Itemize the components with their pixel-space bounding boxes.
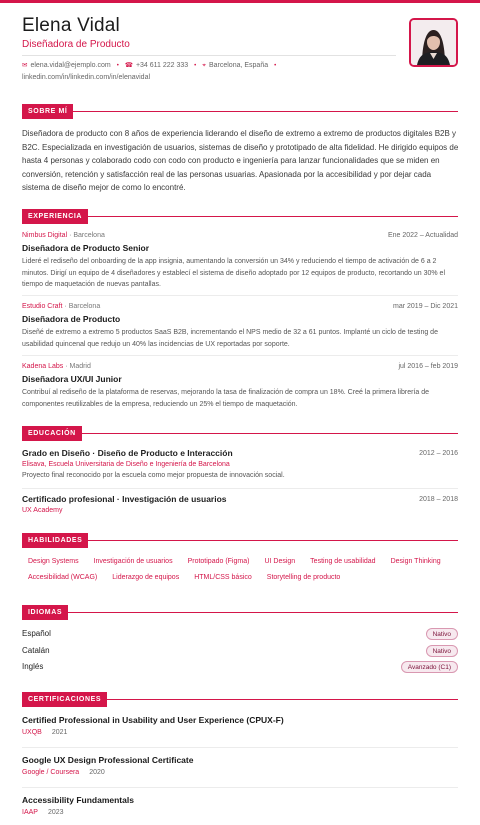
candidate-role: Diseñadora de Producto bbox=[22, 39, 130, 50]
experience-item bbox=[22, 362, 458, 410]
section-heading-skills: HABILIDADES bbox=[22, 533, 88, 548]
certification-issuer: Google / Coursera bbox=[22, 769, 80, 776]
item-divider bbox=[22, 355, 458, 356]
degree-title: Certificado profesional · Investigación de usuarios bbox=[22, 494, 227, 504]
certification-item bbox=[22, 754, 458, 778]
job-description: Contribuí al rediseño de la plataforma de reservas, mejorando la tasa de finalización de compra un 18%. Creé la primera librería de componentes reutilizables de la empresa, reduciendo un 25% el tiempo de maquetación. bbox=[22, 389, 429, 408]
education-item bbox=[22, 494, 458, 516]
education-note: Proyecto final reconocido por la escuela como mejor propuesta de innovación social. bbox=[22, 472, 285, 479]
about-text: Diseñadora de producto con 8 años de experiencia liderando el diseño de extremo a extremo de productos digitales B2B y B2C. Especializada en investigación de usuarios, sistemas de diseño y prototipado de alta fidelidad. He dirigido equipos de hasta 4 personas y colaborado codo con codo con producto e ingeniería para lanzar funcionalidades que se miden en conversión, retención y satisfacción real de las personas usuarias. Apasionada por la accesibilidad y por dejar cada sistema de diseño mejor de como lo encontré. bbox=[22, 129, 459, 192]
language-row bbox=[22, 660, 458, 673]
skill-tag: UI Design bbox=[264, 558, 296, 565]
certification-title: Google UX Design Professional Certificate bbox=[22, 755, 194, 765]
job-title: Diseñadora de Producto Senior bbox=[22, 243, 150, 253]
email-contact[interactable]: ✉ elena.vidal@ejemplo.com bbox=[22, 60, 111, 72]
certification-title: Certified Professional in Usability and User Experience (CPUX-F) bbox=[22, 715, 284, 725]
language-row bbox=[22, 644, 458, 657]
section-heading-experience: EXPERIENCIA bbox=[22, 209, 88, 224]
institution-name: UX Academy bbox=[22, 507, 63, 514]
education-dates: 2018 – 2018 bbox=[419, 496, 458, 503]
item-divider bbox=[22, 488, 458, 489]
location-pin-icon: ⌖ bbox=[202, 62, 206, 69]
certification-year: 2020 bbox=[89, 769, 105, 776]
skill-tag: Storytelling de producto bbox=[266, 574, 341, 581]
section-heading-about: SOBRE MÍ bbox=[22, 104, 73, 119]
skills-list bbox=[22, 556, 458, 588]
certification-year: 2023 bbox=[47, 809, 64, 816]
language-level-badge: Nativo bbox=[426, 645, 458, 657]
job-dates: jul 2016 – feb 2019 bbox=[398, 363, 458, 370]
header-divider bbox=[22, 55, 396, 56]
certification-issuer: IAAP bbox=[22, 809, 38, 816]
accent-top-bar bbox=[0, 0, 480, 3]
contact-info bbox=[22, 60, 407, 84]
section-heading-certifications: CERTIFICACIONES bbox=[22, 692, 107, 707]
job-description: Diseñé de extremo a extremo 5 productos SaaS B2B, incrementando el NPS medio de 32 a 61 puntos. Implanté un ciclo de testing de usabilidad quincenal que redujo un 40% las incidencias de UX reportadas por soporte. bbox=[22, 329, 438, 348]
job-dates: Ene 2022 – Actualidad bbox=[387, 232, 458, 239]
job-title: Diseñadora de Producto bbox=[22, 314, 121, 324]
language-level-badge: Nativo bbox=[426, 628, 458, 640]
education-item bbox=[22, 448, 458, 482]
language-name: Inglés bbox=[22, 662, 44, 671]
skill-tag: Testing de usabilidad bbox=[310, 558, 376, 565]
linkedin-contact[interactable]: linkedin.com/in/linkedin.com/in/elenavidal bbox=[22, 74, 151, 81]
company-name: Estudio Craft · Barcelona bbox=[22, 303, 101, 310]
skill-tag: Design Systems bbox=[28, 558, 79, 565]
institution-name: Elisava, Escuela Universitaria de Diseño e Ingeniería de Barcelona bbox=[22, 461, 230, 468]
job-dates: mar 2019 – Dic 2021 bbox=[393, 303, 458, 310]
education-dates: 2012 – 2016 bbox=[419, 450, 458, 457]
skill-tag: Design Thinking bbox=[390, 558, 441, 565]
skill-tag: Accesibilidad (WCAG) bbox=[28, 574, 98, 581]
separator-dot: • bbox=[194, 63, 197, 69]
phone-contact[interactable]: ☎ +34 611 222 333 bbox=[125, 60, 188, 72]
certification-item bbox=[22, 794, 458, 818]
certification-year: 2021 bbox=[51, 729, 68, 736]
certification-title: Accessibility Fundamentals bbox=[22, 795, 134, 805]
company-name: Kadena Labs · Madrid bbox=[22, 363, 91, 370]
skill-tag: Investigación de usuarios bbox=[93, 558, 173, 565]
item-divider bbox=[22, 747, 458, 748]
section-rule bbox=[22, 433, 458, 434]
skill-tag: Liderazgo de equipos bbox=[112, 574, 180, 581]
job-title: Diseñadora UX/UI Junior bbox=[22, 374, 122, 384]
candidate-name: Elena Vidal bbox=[22, 15, 120, 36]
language-level-badge: Avanzado (C1) bbox=[401, 661, 458, 673]
skill-tag: Prototipado (Figma) bbox=[187, 558, 250, 565]
separator-dot: • bbox=[116, 63, 119, 69]
section-rule bbox=[22, 612, 458, 613]
separator-dot: • bbox=[274, 63, 277, 69]
location-contact: ⌖ Barcelona, España bbox=[202, 60, 268, 72]
company-name: Nimbus Digital · Barcelona bbox=[22, 232, 105, 239]
language-name: Catalán bbox=[22, 646, 50, 655]
item-divider bbox=[22, 295, 458, 296]
degree-title: Grado en Diseño · Diseño de Producto e Interacción bbox=[22, 448, 233, 458]
job-description: Lideré el rediseño del onboarding de la app insignia, aumentando la conversión un 34% y reduciendo el tiempo de activación de 6 a 2 minutos. Dirigí un equipo de 4 diseñadores y establecí el sistema de diseño adoptado por 12 equipos de producto, recortando un 30% el tiempo de maquetación de nuevas pantallas. bbox=[22, 258, 445, 288]
skill-tag: HTML/CSS básico bbox=[194, 574, 252, 581]
experience-item bbox=[22, 231, 458, 291]
section-rule bbox=[22, 111, 458, 112]
section-heading-education: EDUCACIÓN bbox=[22, 426, 82, 441]
language-row bbox=[22, 627, 458, 640]
certification-item bbox=[22, 714, 458, 738]
resume-header bbox=[22, 14, 462, 50]
certification-issuer: UXQB bbox=[22, 729, 42, 736]
experience-item bbox=[22, 302, 458, 350]
language-name: Español bbox=[22, 629, 51, 638]
profile-photo bbox=[409, 18, 458, 67]
item-divider bbox=[22, 787, 458, 788]
phone-icon: ☎ bbox=[124, 62, 133, 69]
section-heading-languages: IDIOMAS bbox=[22, 605, 68, 620]
mail-icon: ✉ bbox=[22, 62, 28, 69]
